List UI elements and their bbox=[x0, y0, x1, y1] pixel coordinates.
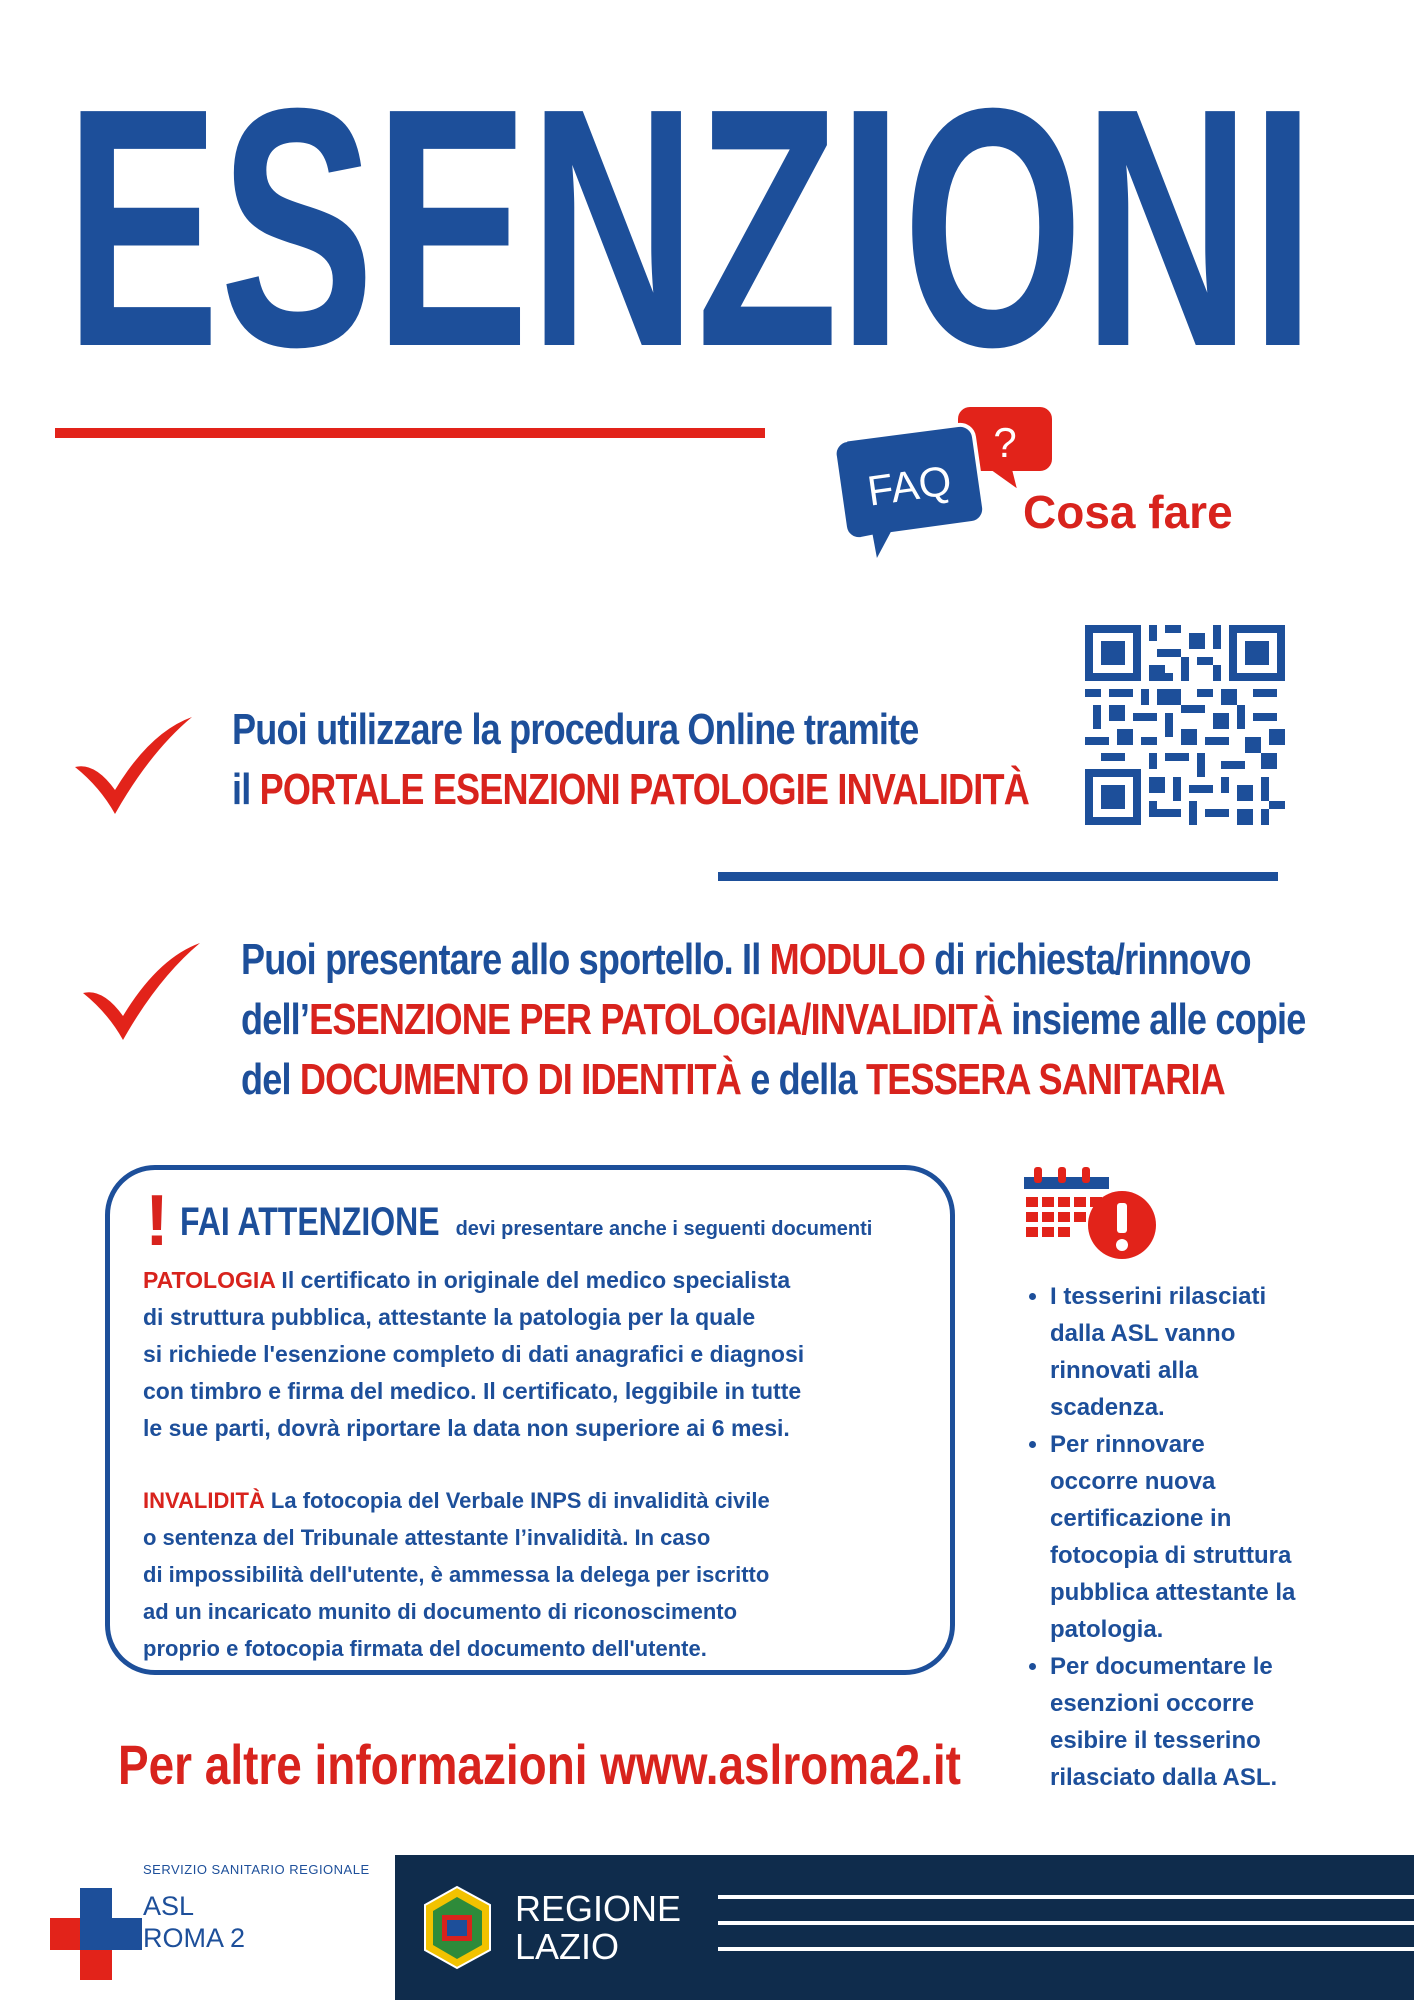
side-note: • I tesserini rilasciati dalla ASL vanno rinnovati alla scadenza. bbox=[1050, 1278, 1370, 1426]
online-line-1: Puoi utilizzare la procedura Online tramite bbox=[232, 705, 919, 754]
svg-text:FAQ: FAQ bbox=[864, 456, 955, 515]
asl-cross-logo bbox=[50, 1888, 142, 1980]
documento-keyword: DOCUMENTO DI IDENTITÀ bbox=[299, 1055, 742, 1104]
band-stripe bbox=[718, 1921, 1414, 1925]
online-procedure-text bbox=[232, 700, 1029, 820]
band-stripe bbox=[718, 1947, 1414, 1951]
patologia-label: PATOLOGIA bbox=[143, 1267, 276, 1293]
asl-logo-text: ASL ROMA 2 bbox=[143, 1891, 246, 1953]
online-line-2 bbox=[232, 760, 1029, 820]
page-title bbox=[60, 40, 1320, 385]
tessera-keyword: TESSERA SANITARIA bbox=[865, 1055, 1225, 1104]
counter-line-2: dell’ESENZIONE PER PATOLOGIA/INVALIDITÀ insieme alle copie bbox=[241, 995, 1306, 1044]
counter-procedure-text bbox=[241, 930, 1305, 1110]
online-prefix: il bbox=[232, 765, 260, 814]
attention-subheading: devi presentare anche i seguenti documenti bbox=[455, 1218, 873, 1240]
attention-heading: FAI ATTENZIONE devi presentare anche i seguenti documenti bbox=[180, 1200, 873, 1244]
faq-subtitle: Cosa fare bbox=[1023, 486, 1233, 538]
invalidita-paragraph: INVALIDITÀ La fotocopia del Verbale INPS di invalidità civile o sentenza del Tribunale attestante l’invalidità. In caso di impossibilità dell'utente, è ammessa la delega per iscritto ad un incaricato munito di documento di riconoscimento proprio e fotocopia firmata del documento dell'utente. bbox=[143, 1488, 770, 1661]
checkmark-icon bbox=[78, 938, 203, 1043]
checkmark-icon bbox=[70, 712, 195, 817]
invalidita-label: INVALIDITÀ bbox=[143, 1488, 265, 1513]
qr-code[interactable] bbox=[1085, 625, 1285, 825]
calendar-alert-icon bbox=[1020, 1165, 1170, 1275]
band-stripe bbox=[718, 1895, 1414, 1899]
regione-lazio-text: REGIONE LAZIO bbox=[515, 1888, 682, 1967]
exclamation-icon: ! bbox=[145, 1181, 169, 1261]
counter-line-1: Puoi presentare allo sportello. Il MODULO di richiesta/rinnovo bbox=[241, 935, 1251, 984]
side-note: • Per documentare le esenzioni occorre esibire il tesserino rilasciato dalla ASL. bbox=[1050, 1648, 1370, 1796]
modulo-keyword: MODULO bbox=[769, 935, 926, 984]
title-text: ESENZIONI bbox=[65, 40, 1315, 385]
ssr-label: SERVIZIO SANITARIO REGIONALE bbox=[143, 1862, 370, 1877]
side-notes-list bbox=[1030, 1278, 1370, 1796]
more-info-link[interactable]: Per altre informazioni www.aslroma2.it bbox=[118, 1733, 961, 1796]
regione-emblem-icon bbox=[420, 1885, 495, 1970]
portal-name: PORTALE ESENZIONI PATOLOGIE INVALIDITÀ bbox=[259, 765, 1029, 814]
blue-divider bbox=[718, 872, 1278, 881]
side-note: • Per rinnovare occorre nuova certificazione in fotocopia di struttura pubblica attestante la patologia. bbox=[1050, 1426, 1370, 1648]
counter-line-3: del DOCUMENTO DI IDENTITÀ e della TESSERA SANITARIA bbox=[241, 1055, 1225, 1104]
esenzione-keyword: ESENZIONE PER PATOLOGIA/INVALIDITÀ bbox=[309, 995, 1003, 1044]
patologia-paragraph: PATOLOGIA Il certificato in originale del medico specialista di struttura pubblica, attestante la patologia per la quale si richiede l'esenzione completo di dati anagrafici e diagnosi con timbro e firma del medico. Il certificato, leggibile in tutte le sue parti, dovrà riportare la data non superiore ai 6 mesi. bbox=[143, 1267, 805, 1441]
red-divider bbox=[55, 428, 765, 438]
svg-text:?: ? bbox=[993, 419, 1017, 466]
